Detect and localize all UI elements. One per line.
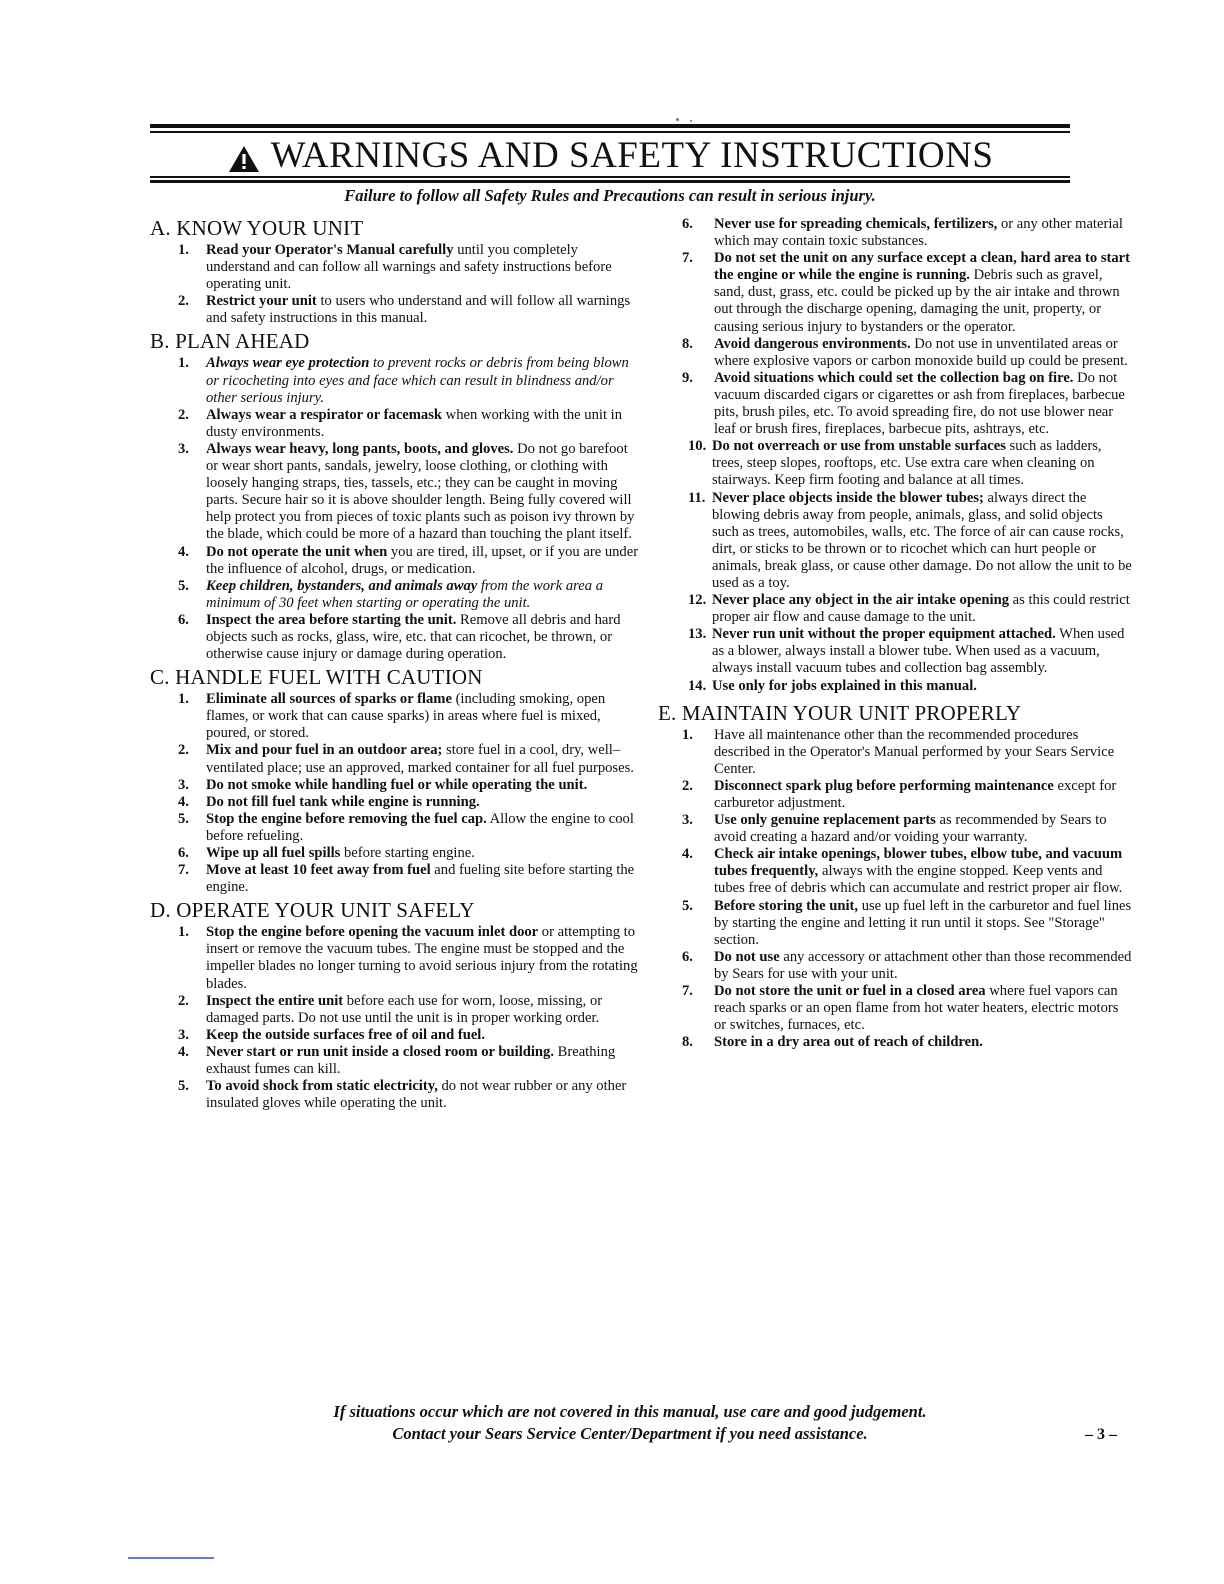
item-body-text: or any other material which may contain toxic substances.: [714, 216, 1123, 250]
list-item: [150, 612, 642, 663]
list-item: [658, 727, 1132, 778]
item-body-text: when working with the unit in dusty environments.: [206, 406, 623, 440]
item-number: 1.: [178, 924, 189, 941]
list-item: [150, 811, 642, 845]
item-body-text: Have all maintenance other than the recommended procedures described in the Operator's Manual performed by your Sears Service Center.: [714, 726, 1115, 777]
right-column: [658, 216, 1132, 1051]
left-column: [150, 214, 642, 1112]
list-item: [658, 846, 1132, 897]
list-item: [150, 794, 642, 811]
item-number: 1.: [682, 726, 693, 743]
item-lead-text: Inspect the area before starting the unit.: [206, 611, 457, 628]
item-number: 1.: [178, 691, 189, 708]
page-number: – 3 –: [1085, 1426, 1117, 1443]
item-number: 9.: [682, 369, 693, 386]
item-number: 5.: [178, 1078, 189, 1095]
item-number: 3.: [682, 812, 693, 829]
list-item: [658, 949, 1132, 983]
list-item: [150, 691, 642, 742]
footer-contact: Contact your Sears Service Center/Department if you need assistance.: [392, 1424, 868, 1443]
item-lead-text: Keep the outside surfaces free of oil and fuel.: [206, 1026, 486, 1043]
list-item: [658, 438, 1132, 489]
list-item: [150, 1044, 642, 1078]
list-item: [150, 242, 642, 293]
section-c-list: [150, 691, 642, 896]
item-lead-text: Do not overreach or use from unstable surfaces: [712, 438, 1006, 455]
item-number: 4.: [178, 793, 189, 810]
page-subtitle: Failure to follow all Safety Rules and Precautions can result in serious injury.: [344, 186, 876, 205]
item-body-text: except for carburetor adjustment.: [714, 777, 1117, 811]
section-heading-e: E. MAINTAIN YOUR UNIT PROPERLY: [658, 700, 1022, 725]
list-item: [150, 993, 642, 1027]
list-item: [658, 592, 1132, 626]
list-item: [658, 370, 1132, 438]
item-lead-text: Always wear a respirator or facemask: [206, 406, 443, 423]
item-lead-text: Before storing the unit,: [714, 897, 859, 914]
item-body-text: or attempting to insert or remove the vacuum tubes. The engine must be stopped and the impeller blades no longer turning to avoid serious injury from the rotating blades.: [206, 924, 638, 992]
top-rule-thin: [150, 131, 1070, 133]
item-lead-text: Avoid dangerous environments.: [714, 335, 911, 352]
item-number: 3.: [178, 1026, 189, 1043]
list-item: [150, 293, 642, 327]
list-item: [658, 1034, 1132, 1051]
item-number: 2.: [178, 742, 189, 759]
bottom-edge-mark: [128, 1557, 214, 1559]
item-body-text: from the work area a minimum of 30 feet when starting or operating the unit.: [206, 577, 604, 611]
item-number: 2.: [178, 293, 189, 310]
item-body-text: When used as a blower, always install a blower tube. When used as a vacuum, always install vacuum tubes and collection bag assembly.: [712, 626, 1125, 677]
list-item: [150, 1027, 642, 1044]
item-number: 13.: [688, 626, 707, 643]
list-item: [150, 742, 642, 776]
item-number: 5.: [178, 577, 189, 594]
item-lead-text: Do not store the unit or fuel in a closed area: [714, 983, 986, 1000]
item-lead-text: Use only genuine replacement parts: [714, 812, 936, 829]
item-body-text: Do not vacuum discarded cigars or cigarettes or ash from fireplaces, barbecue pits, brush piles, etc. To avoid spreading fire, do not use blower near leaf or brush fires, fireplaces, barbecue pits, ashtrays, etc.: [714, 369, 1125, 438]
item-body-text: do not wear rubber or any other insulated gloves while operating the unit.: [206, 1078, 627, 1112]
item-number: 10.: [688, 438, 707, 455]
item-lead-text: Never use for spreading chemicals, fertilizers,: [714, 216, 998, 232]
item-body-text: until you completely understand and can follow all warnings and safety instructions before operating unit.: [206, 242, 612, 293]
item-body-text: Allow the engine to cool before refueling.: [206, 810, 634, 844]
item-number: 6.: [682, 216, 693, 232]
item-number: 6.: [682, 948, 693, 965]
list-item: [150, 862, 642, 896]
item-lead-text: Mix and pour fuel in an outdoor area;: [206, 742, 443, 759]
list-item: [150, 578, 642, 612]
item-lead-text: Store in a dry area out of reach of children.: [714, 1034, 983, 1051]
item-number: 5.: [178, 810, 189, 827]
item-number: 14.: [688, 677, 707, 694]
item-number: 1.: [178, 242, 189, 258]
item-number: 1.: [178, 355, 189, 372]
item-lead-text: Do not operate the unit when: [206, 543, 388, 560]
item-lead-text: Read your Operator's Manual carefully: [206, 242, 454, 258]
section-e-list: [658, 727, 1132, 1052]
title-rule-thick: [150, 180, 1070, 183]
footer-note: If situations occur which are not covered in this manual, use care and good judgement.: [333, 1402, 927, 1421]
item-lead-text: Always wear heavy, long pants, boots, and gloves.: [206, 440, 514, 457]
item-lead-text: Inspect the entire unit: [206, 992, 344, 1009]
list-item: [150, 407, 642, 441]
item-lead-text: Never run unit without the proper equipment attached.: [712, 626, 1056, 643]
item-body-text: before each use for worn, loose, missing, or damaged parts. Do not use until the unit is in proper working order.: [206, 992, 603, 1026]
item-body-text: always direct the blowing debris away from people, animals, glass, and solid objects such as trees, automobiles, walls, etc. The force of air can cause rocks, dirt, or sticks to be thrown or to ricochet which can hurt people or animals, break glass, or cause other damage. Do not allow the unit to be used as a toy.: [712, 489, 1132, 591]
item-number: 3.: [178, 440, 189, 457]
list-item: [658, 336, 1132, 370]
item-body-text: before starting engine.: [340, 845, 475, 861]
item-number: 6.: [178, 845, 189, 861]
item-body-text: use up fuel left in the carburetor and fuel lines by starting the engine and letting it run until it stops. See "Storage" section.: [714, 897, 1132, 948]
item-number: 4.: [178, 543, 189, 560]
list-item: [150, 845, 642, 862]
item-body-text: any accessory or attachment other than those recommended by Sears for use with your unit.: [714, 948, 1132, 982]
item-body-text: Do not go barefoot or wear short pants, sandals, jewelry, loose clothing, or clothing with loosely hanging straps, ties, tassels, etc.; they can be caught in moving parts. Secure hair so it is above shoulder length. Being fully covered will help protect you from pieces of toxic plants such as poison ivy thrown by the blade, which could be more of a hazard than touching the plant itself.: [206, 440, 635, 543]
page-title: [150, 134, 1070, 178]
item-body-text: Remove all debris and hard objects such as rocks, glass, wire, etc. that can ricochet, be thrown, or otherwise cause injury or damage during operation.: [206, 611, 621, 663]
section-d-continued-list: [658, 216, 1132, 695]
item-lead-text: To avoid shock from static electricity,: [206, 1078, 438, 1095]
item-lead-text: Restrict your unit: [206, 293, 317, 310]
item-lead-text: Do not set the unit on any surface except a clean, hard area to start the engine or while the engine is running.: [714, 250, 1131, 284]
item-body-text: where fuel vapors can reach sparks or an open flame from hot water heaters, electric motors or switches, furnaces, etc.: [714, 983, 1119, 1034]
item-lead-text: Wipe up all fuel spills: [206, 845, 341, 861]
item-lead-text: Stop the engine before opening the vacuum inlet door: [206, 924, 539, 941]
list-item: [150, 777, 642, 794]
list-item: [658, 812, 1132, 846]
item-number: 2.: [682, 777, 693, 794]
item-lead-text: Do not smoke while handling fuel or while operating the unit.: [206, 776, 588, 793]
item-lead-text: Never start or run unit inside a closed room or building.: [206, 1043, 554, 1060]
list-item: [658, 250, 1132, 335]
list-item: [658, 898, 1132, 949]
item-lead-text: Disconnect spark plug before performing maintenance: [714, 777, 1054, 794]
title-rule-thin: [150, 176, 1070, 178]
item-number: 11.: [688, 489, 706, 506]
list-item: [150, 441, 642, 544]
item-body-text: (including smoking, open flames, or work that can cause sparks) in areas where fuel is mixed, poured, or stored.: [206, 691, 606, 742]
list-item: [658, 490, 1132, 593]
item-lead-text: Do not use: [714, 948, 780, 965]
list-item: [150, 544, 642, 578]
list-item: [658, 216, 1132, 250]
item-number: 8.: [682, 1034, 693, 1051]
page-title-text: WARNINGS AND SAFETY INSTRUCTIONS: [270, 135, 994, 176]
list-item: [658, 626, 1132, 677]
section-heading-c: C. HANDLE FUEL WITH CAUTION: [150, 665, 483, 690]
item-lead-text: Move at least 10 feet away from fuel: [206, 862, 431, 879]
scan-speck: [676, 118, 679, 121]
item-number: 12.: [688, 592, 707, 609]
item-body-text: store fuel in a cool, dry, well–ventilated place; use an approved, marked container for all fuel purposes.: [206, 742, 634, 776]
item-body-text: and fueling site before starting the engine.: [206, 862, 635, 896]
item-body-text: Breathing exhaust fumes can kill.: [206, 1043, 616, 1078]
item-number: 4.: [178, 1043, 189, 1060]
item-number: 7.: [178, 862, 189, 879]
item-body-text: as this could restrict proper air flow and cause damage to the unit.: [712, 592, 1130, 626]
list-item: [658, 983, 1132, 1034]
list-item: [150, 355, 642, 406]
section-a-list: [150, 242, 642, 327]
item-number: 2.: [178, 406, 189, 423]
list-item: [658, 778, 1132, 812]
item-lead-text: Never place any object in the air intake opening: [712, 592, 1009, 609]
warning-triangle-icon: [227, 144, 261, 174]
item-body-text: to prevent rocks or debris from being blown or ricocheting into eyes and face which can result in blindness and/or other serious injury.: [206, 355, 629, 406]
item-body-text: always with the engine stopped. Keep vents and tubes free of debris which can accumulate and restrict proper air flow.: [714, 863, 1123, 897]
item-body-text: Do not use in unventilated areas or where explosive vapors or carbon monoxide build up could be present.: [714, 335, 1128, 369]
top-rule-thick: [150, 124, 1070, 128]
item-lead-text: Avoid situations which could set the collection bag on fire.: [714, 369, 1074, 386]
list-item: [150, 1078, 642, 1112]
item-number: 7.: [682, 250, 693, 267]
item-number: 7.: [682, 983, 693, 1000]
section-heading-b: B. PLAN AHEAD: [150, 329, 310, 354]
list-item: [658, 678, 1132, 695]
item-body-text: as recommended by Sears to avoid creating a hazard and/or voiding your warranty.: [714, 812, 1107, 846]
item-number: 8.: [682, 335, 693, 352]
item-number: 6.: [178, 611, 189, 628]
scan-speck: [690, 120, 692, 122]
item-number: 5.: [682, 897, 693, 914]
item-lead-text: Never place objects inside the blower tubes;: [712, 489, 984, 506]
item-lead-text: Use only for jobs explained in this manual.: [712, 677, 977, 694]
item-lead-text: Stop the engine before removing the fuel cap.: [206, 810, 487, 827]
item-lead-text: Check air intake openings, blower tubes, elbow tube, and vacuum tubes frequently,: [714, 846, 1123, 880]
section-b-list: [150, 355, 642, 663]
item-lead-text: Always wear eye protection: [206, 355, 370, 372]
item-body-text: Debris such as gravel, sand, dust, grass, etc. could be picked up by the air intake and thrown out through the discharge opening, damaging the unit, property, or causing serious injury to bystanders or the operator.: [714, 267, 1120, 335]
section-heading-d: D. OPERATE YOUR UNIT SAFELY: [150, 898, 475, 923]
item-lead-text: Keep children, bystanders, and animals away: [206, 577, 478, 594]
item-lead-text: Do not fill fuel tank while engine is running.: [206, 793, 480, 810]
item-body-text: you are tired, ill, upset, or if you are under the influence of alcohol, drugs, or medication.: [206, 543, 639, 577]
list-item: [150, 924, 642, 992]
item-body-text: to users who understand and will follow all warnings and safety instructions in this manual.: [206, 293, 631, 327]
section-d-list: [150, 924, 642, 1112]
section-heading-a: A. KNOW YOUR UNIT: [150, 216, 364, 240]
item-number: 2.: [178, 992, 189, 1009]
item-number: 3.: [178, 776, 189, 793]
item-body-text: such as ladders, trees, steep slopes, rooftops, etc. Use extra care when cleaning on stairways. Keep firm footing and balance at all times.: [712, 438, 1102, 489]
item-lead-text: Eliminate all sources of sparks or flame: [206, 691, 452, 708]
item-number: 4.: [682, 846, 693, 863]
